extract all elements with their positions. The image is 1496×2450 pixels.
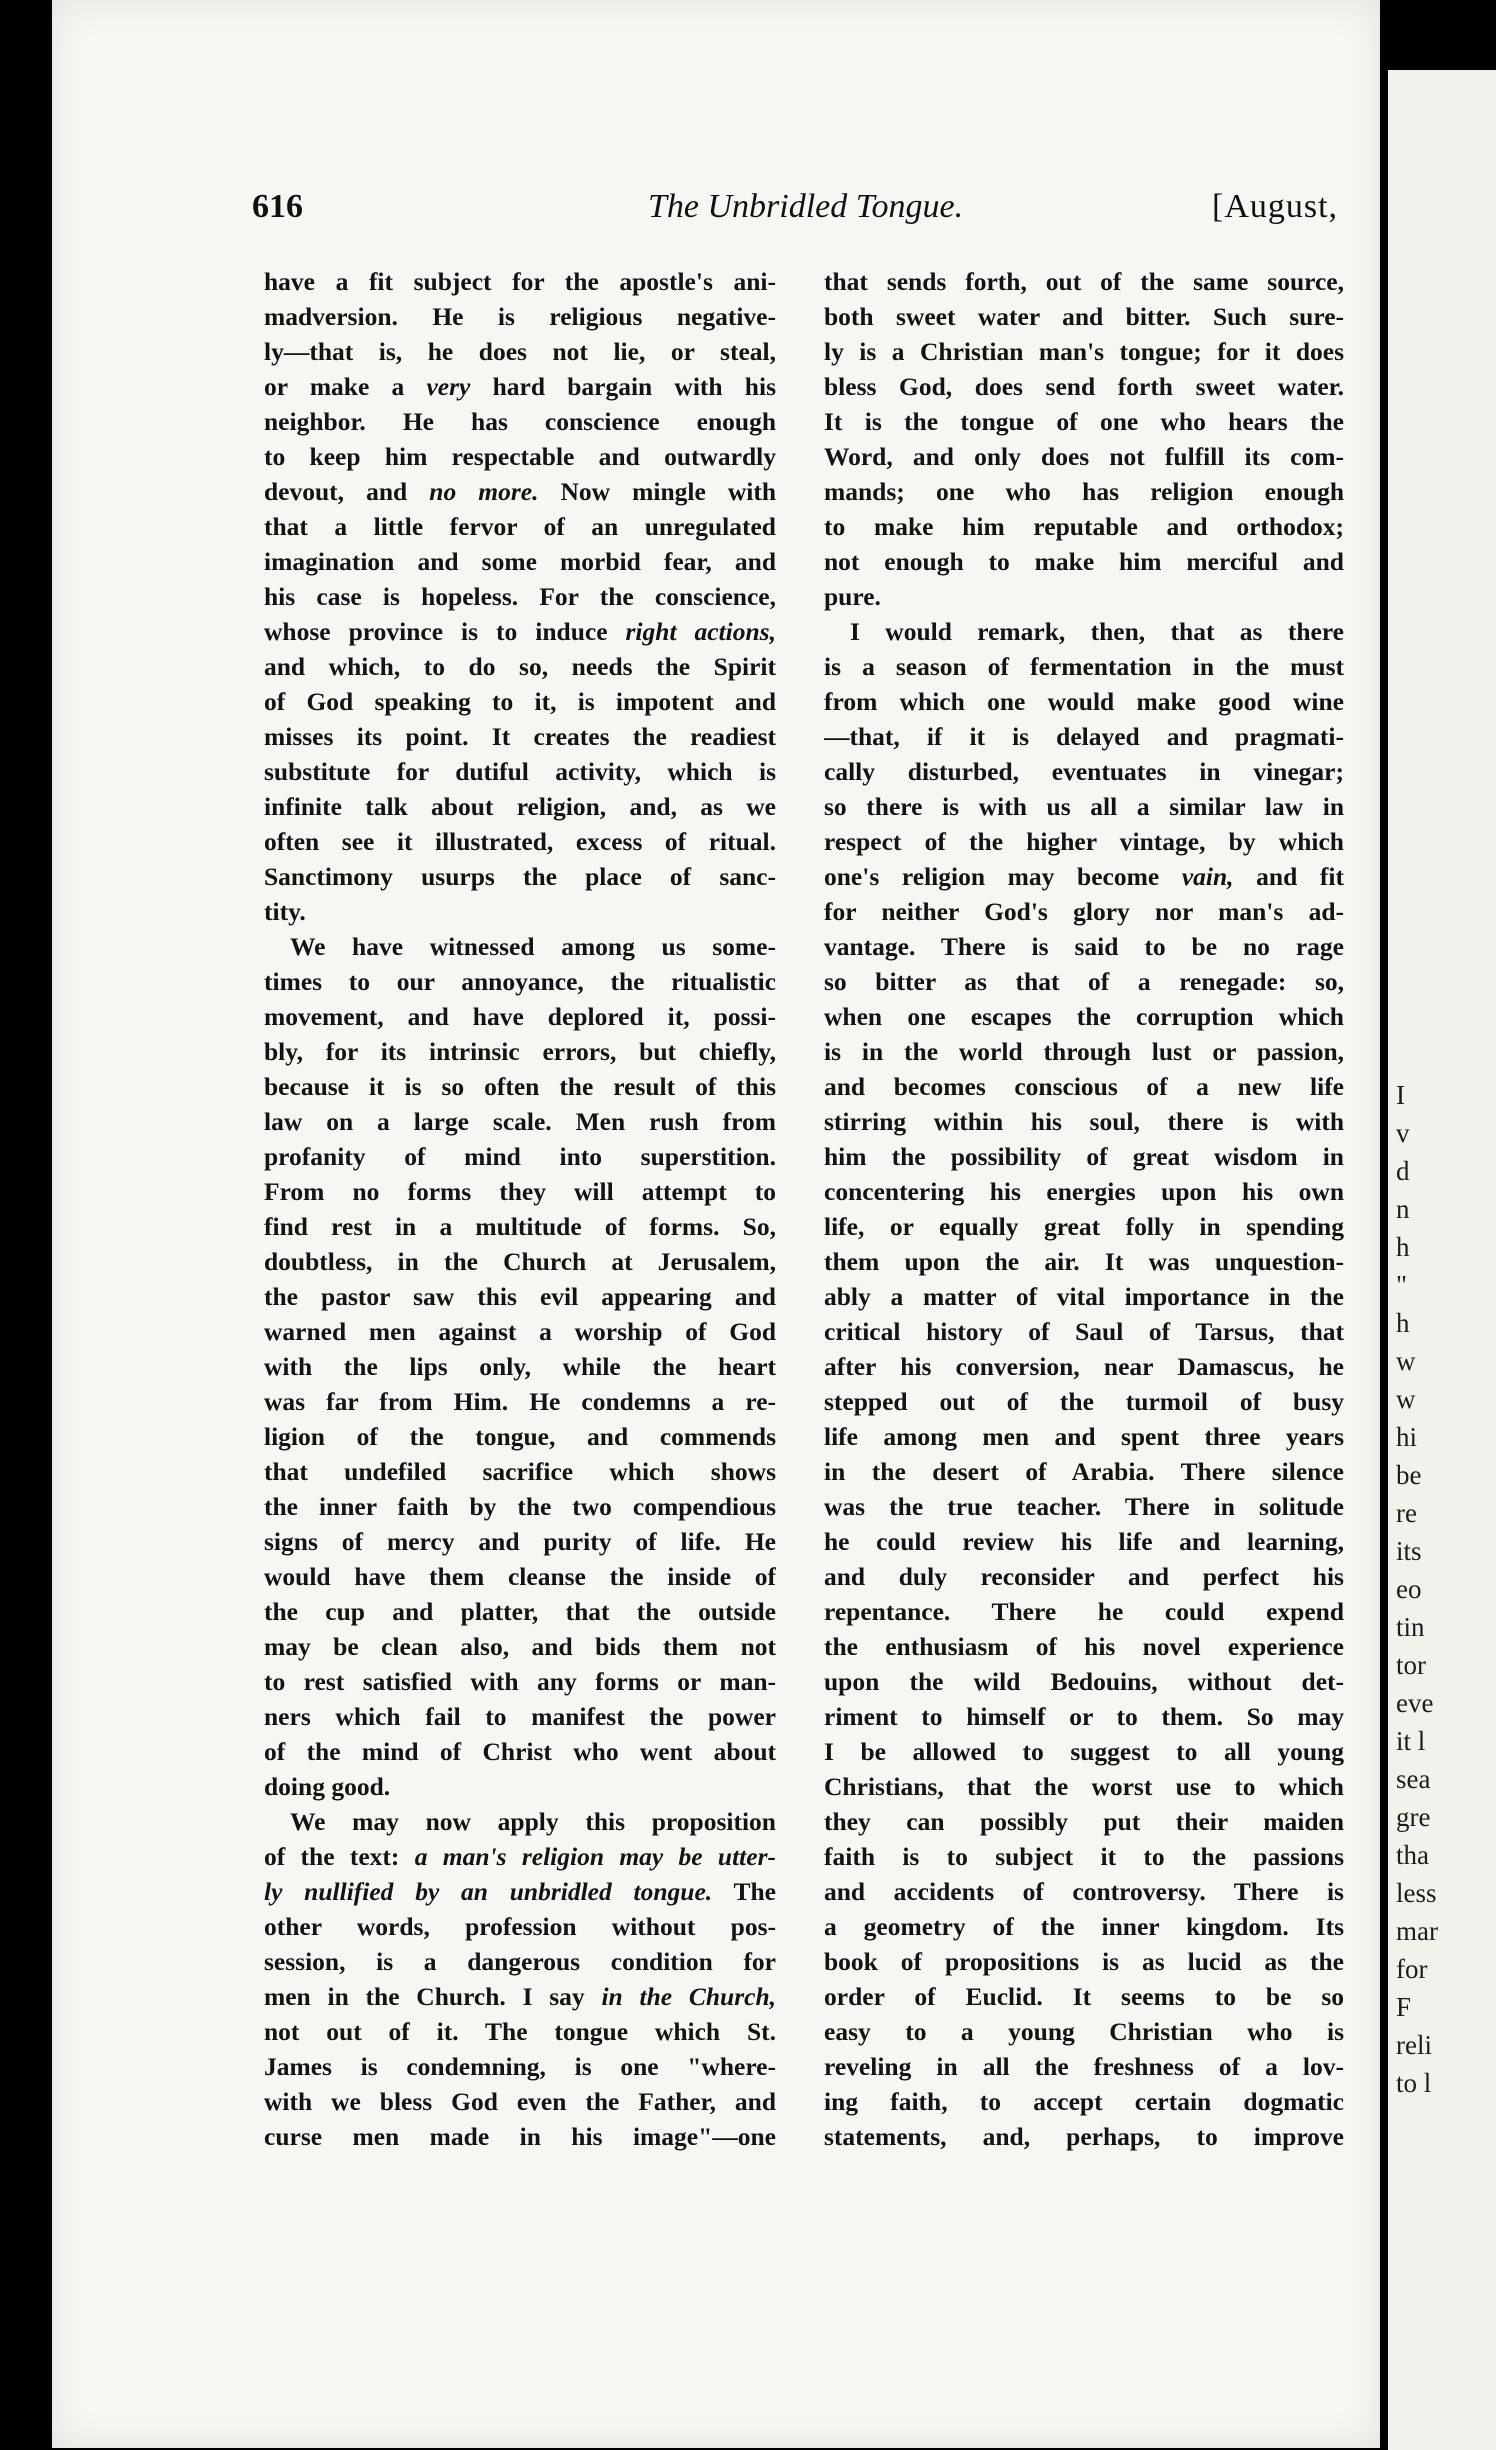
text-line: and becomes conscious of a new life bbox=[824, 1072, 1344, 1101]
text-line: and which, to do so, needs the Spirit bbox=[264, 652, 776, 681]
adjacent-page-fragment: v bbox=[1396, 1118, 1410, 1148]
text-line: Word, and only does not fulfill its com- bbox=[824, 442, 1344, 471]
text-line: or make a very hard bargain with his bbox=[264, 372, 776, 401]
text-line: both sweet water and bitter. Such sure- bbox=[824, 302, 1344, 331]
text-line: We have witnessed among us some- bbox=[290, 932, 776, 961]
text-line: in the desert of Arabia. There silence bbox=[824, 1457, 1344, 1486]
text-line: movement, and have deplored it, possi- bbox=[264, 1002, 776, 1031]
text-line: madversion. He is religious negative- bbox=[264, 302, 776, 331]
text-line: ligion of the tongue, and commends bbox=[264, 1422, 776, 1451]
text-line: imagination and some morbid fear, and bbox=[264, 547, 776, 576]
adjacent-page-fragment: n bbox=[1396, 1194, 1410, 1224]
text-line: with we bless God even the Father, and bbox=[264, 2087, 776, 2116]
text-line: times to our annoyance, the ritualistic bbox=[264, 967, 776, 996]
adjacent-page-fragment: eo bbox=[1396, 1574, 1422, 1604]
text-line: to keep him respectable and outwardly bbox=[264, 442, 776, 471]
page-number: 616 bbox=[252, 188, 303, 225]
text-line: reveling in all the freshness of a lov- bbox=[824, 2052, 1344, 2081]
text-line: to rest satisfied with any forms or man- bbox=[264, 1667, 776, 1696]
adjacent-page-fragment: its bbox=[1396, 1536, 1422, 1566]
text-line: is in the world through lust or passion, bbox=[824, 1037, 1344, 1066]
adjacent-page-fragment: it l bbox=[1396, 1726, 1426, 1756]
text-line: ly—that is, he does not lie, or steal, bbox=[264, 337, 776, 366]
text-line: order of Euclid. It seems to be so bbox=[824, 1982, 1344, 2011]
text-line: doubtless, in the Church at Jerusalem, bbox=[264, 1247, 776, 1276]
text-line: riment to himself or to them. So may bbox=[824, 1702, 1344, 1731]
adjacent-page-fragment: eve bbox=[1396, 1688, 1434, 1718]
adjacent-page-fragment: mar bbox=[1396, 1916, 1438, 1946]
text-line: may be clean also, and bids them not bbox=[264, 1632, 776, 1661]
text-line: stirring within his soul, there is with bbox=[824, 1107, 1344, 1136]
text-line: ners which fail to manifest the power bbox=[264, 1702, 776, 1731]
text-line: session, is a dangerous condition for bbox=[264, 1947, 776, 1976]
text-line: life, or equally great folly in spending bbox=[824, 1212, 1344, 1241]
running-month: [August, bbox=[1212, 188, 1339, 225]
text-line: him the possibility of great wisdom in bbox=[824, 1142, 1344, 1171]
text-line: from which one would make good wine bbox=[824, 687, 1344, 716]
text-line: is a season of fermentation in the must bbox=[824, 652, 1344, 681]
right-text-column bbox=[824, 264, 1344, 2154]
text-line: because it is so often the result of this bbox=[264, 1072, 776, 1101]
text-line: of God speaking to it, is impotent and bbox=[264, 687, 776, 716]
text-line: I be allowed to suggest to all young bbox=[824, 1737, 1344, 1766]
text-line: his case is hopeless. For the conscience, bbox=[264, 582, 776, 611]
text-line: so there is with us all a similar law in bbox=[824, 792, 1344, 821]
adjacent-page-fragment: for bbox=[1396, 1954, 1428, 1984]
text-line: warned men against a worship of God bbox=[264, 1317, 776, 1346]
adjacent-page-fragment: h bbox=[1396, 1232, 1410, 1262]
text-line: book of propositions is as lucid as the bbox=[824, 1947, 1344, 1976]
adjacent-page-fragment: w bbox=[1396, 1384, 1416, 1414]
text-line: concentering his energies upon his own bbox=[824, 1177, 1344, 1206]
text-line: It is the tongue of one who hears the bbox=[824, 407, 1344, 436]
adjacent-page-fragment: w bbox=[1396, 1346, 1416, 1376]
text-line: bly, for its intrinsic errors, but chiefly, bbox=[264, 1037, 776, 1066]
text-line: doing good. bbox=[264, 1772, 391, 1801]
text-line: We may now apply this proposition bbox=[290, 1807, 776, 1836]
text-line: for neither God's glory nor man's ad- bbox=[824, 897, 1344, 926]
text-line: have a fit subject for the apostle's ani- bbox=[264, 267, 776, 296]
text-line: was far from Him. He condemns a re- bbox=[264, 1387, 776, 1416]
adjacent-page-fragment: be bbox=[1396, 1460, 1422, 1490]
text-line: whose province is to induce right actions, bbox=[264, 617, 776, 646]
text-line: not enough to make him merciful and bbox=[824, 547, 1344, 576]
text-line: the pastor saw this evil appearing and bbox=[264, 1282, 776, 1311]
adjacent-page-fragment: I bbox=[1396, 1080, 1405, 1110]
text-line: when one escapes the corruption which bbox=[824, 1002, 1344, 1031]
text-line: and duly reconsider and perfect his bbox=[824, 1562, 1344, 1591]
adjacent-page-fragment: re bbox=[1396, 1498, 1417, 1528]
text-line: bless God, does send forth sweet water. bbox=[824, 372, 1344, 401]
adjacent-page-edge bbox=[1388, 70, 1496, 2450]
text-line: find rest in a multitude of forms. So, bbox=[264, 1212, 776, 1241]
running-title: The Unbridled Tongue. bbox=[648, 188, 964, 225]
adjacent-page-fragment: F bbox=[1396, 1992, 1412, 2022]
text-line: to make him reputable and orthodox; bbox=[824, 512, 1344, 541]
text-line: so bitter as that of a renegade: so, bbox=[824, 967, 1344, 996]
text-line: ably a matter of vital importance in the bbox=[824, 1282, 1344, 1311]
adjacent-page-fragment: " bbox=[1396, 1270, 1408, 1300]
text-line: substitute for dutiful activity, which is bbox=[264, 757, 776, 786]
text-line: easy to a young Christian who is bbox=[824, 2017, 1344, 2046]
adjacent-page-fragment: reli bbox=[1396, 2030, 1432, 2060]
text-line: misses its point. It creates the readiest bbox=[264, 722, 776, 751]
text-line: them upon the air. It was unquestion- bbox=[824, 1247, 1344, 1276]
text-line: —that, if it is delayed and pragmati- bbox=[824, 722, 1344, 751]
text-line: often see it illustrated, excess of ritual. bbox=[264, 827, 776, 856]
text-line: after his conversion, near Damascus, he bbox=[824, 1352, 1344, 1381]
text-line: signs of mercy and purity of life. He bbox=[264, 1527, 776, 1556]
text-line: neighbor. He has conscience enough bbox=[264, 407, 776, 436]
text-line: cally disturbed, eventuates in vinegar; bbox=[824, 757, 1344, 786]
running-header bbox=[252, 188, 1372, 238]
text-line: critical history of Saul of Tarsus, that bbox=[824, 1317, 1344, 1346]
adjacent-page-fragment: h bbox=[1396, 1308, 1410, 1338]
text-line: James is condemning, is one "where- bbox=[264, 2052, 776, 2081]
text-line: he could review his life and learning, bbox=[824, 1527, 1344, 1556]
text-line: of the text: a man's religion may be utter- bbox=[264, 1842, 776, 1871]
text-line: ly nullified by an unbridled tongue. The bbox=[264, 1877, 776, 1906]
text-line: upon the wild Bedouins, without det- bbox=[824, 1667, 1344, 1696]
text-line: a geometry of the inner kingdom. Its bbox=[824, 1912, 1344, 1941]
text-line: I would remark, then, that as there bbox=[850, 617, 1344, 646]
adjacent-page-fragment: gre bbox=[1396, 1802, 1431, 1832]
text-line: men in the Church. I say in the Church, bbox=[264, 1982, 776, 2011]
text-line: stepped out of the turmoil of busy bbox=[824, 1387, 1344, 1416]
text-line: ing faith, to accept certain dogmatic bbox=[824, 2087, 1344, 2116]
text-line: life among men and spent three years bbox=[824, 1422, 1344, 1451]
left-text-column bbox=[264, 264, 776, 2154]
text-line: of the mind of Christ who went about bbox=[264, 1737, 776, 1766]
book-page bbox=[52, 0, 1380, 2448]
text-line: faith is to subject it to the passions bbox=[824, 1842, 1344, 1871]
adjacent-page-fragment: less bbox=[1396, 1878, 1437, 1908]
text-line: profanity of mind into superstition. bbox=[264, 1142, 776, 1171]
adjacent-page-fragment: tha bbox=[1396, 1840, 1429, 1870]
text-line: vantage. There is said to be no rage bbox=[824, 932, 1344, 961]
text-line: was the true teacher. There in solitude bbox=[824, 1492, 1344, 1521]
text-line: one's religion may become vain, and fit bbox=[824, 862, 1344, 891]
text-line: repentance. There he could expend bbox=[824, 1597, 1344, 1626]
text-line: not out of it. The tongue which St. bbox=[264, 2017, 776, 2046]
text-line: statements, and, perhaps, to improve bbox=[824, 2122, 1344, 2151]
text-line: with the lips only, while the heart bbox=[264, 1352, 776, 1381]
text-line: they can possibly put their maiden bbox=[824, 1807, 1344, 1836]
text-line: infinite talk about religion, and, as we bbox=[264, 792, 776, 821]
text-line: curse men made in his image"—one bbox=[264, 2122, 776, 2151]
text-line: tity. bbox=[264, 897, 306, 926]
text-line: and accidents of controversy. There is bbox=[824, 1877, 1344, 1906]
adjacent-page-fragment: tor bbox=[1396, 1650, 1426, 1680]
text-line: the cup and platter, that the outside bbox=[264, 1597, 776, 1626]
text-line: Christians, that the worst use to which bbox=[824, 1772, 1344, 1801]
text-line: the enthusiasm of his novel experience bbox=[824, 1632, 1344, 1661]
text-line: that undefiled sacrifice which shows bbox=[264, 1457, 776, 1486]
text-line: Sanctimony usurps the place of sanc- bbox=[264, 862, 776, 891]
text-line: that sends forth, out of the same source, bbox=[824, 267, 1344, 296]
adjacent-page-fragment: hi bbox=[1396, 1422, 1418, 1452]
text-line: pure. bbox=[824, 582, 881, 611]
text-line: law on a large scale. Men rush from bbox=[264, 1107, 776, 1136]
text-line: would have them cleanse the inside of bbox=[264, 1562, 776, 1591]
adjacent-page-fragment: sea bbox=[1396, 1764, 1431, 1794]
text-line: respect of the higher vintage, by which bbox=[824, 827, 1344, 856]
text-line: From no forms they will attempt to bbox=[264, 1177, 776, 1206]
adjacent-page-fragment: tin bbox=[1396, 1612, 1425, 1642]
adjacent-page-fragment: to l bbox=[1396, 2068, 1432, 2098]
text-line: that a little fervor of an unregulated bbox=[264, 512, 776, 541]
adjacent-page-fragment: d bbox=[1396, 1156, 1410, 1186]
text-line: the inner faith by the two compendious bbox=[264, 1492, 776, 1521]
text-line: other words, profession without pos- bbox=[264, 1912, 776, 1941]
text-line: devout, and no more. Now mingle with bbox=[264, 477, 776, 506]
text-line: mands; one who has religion enough bbox=[824, 477, 1344, 506]
text-line: ly is a Christian man's tongue; for it does bbox=[824, 337, 1344, 366]
